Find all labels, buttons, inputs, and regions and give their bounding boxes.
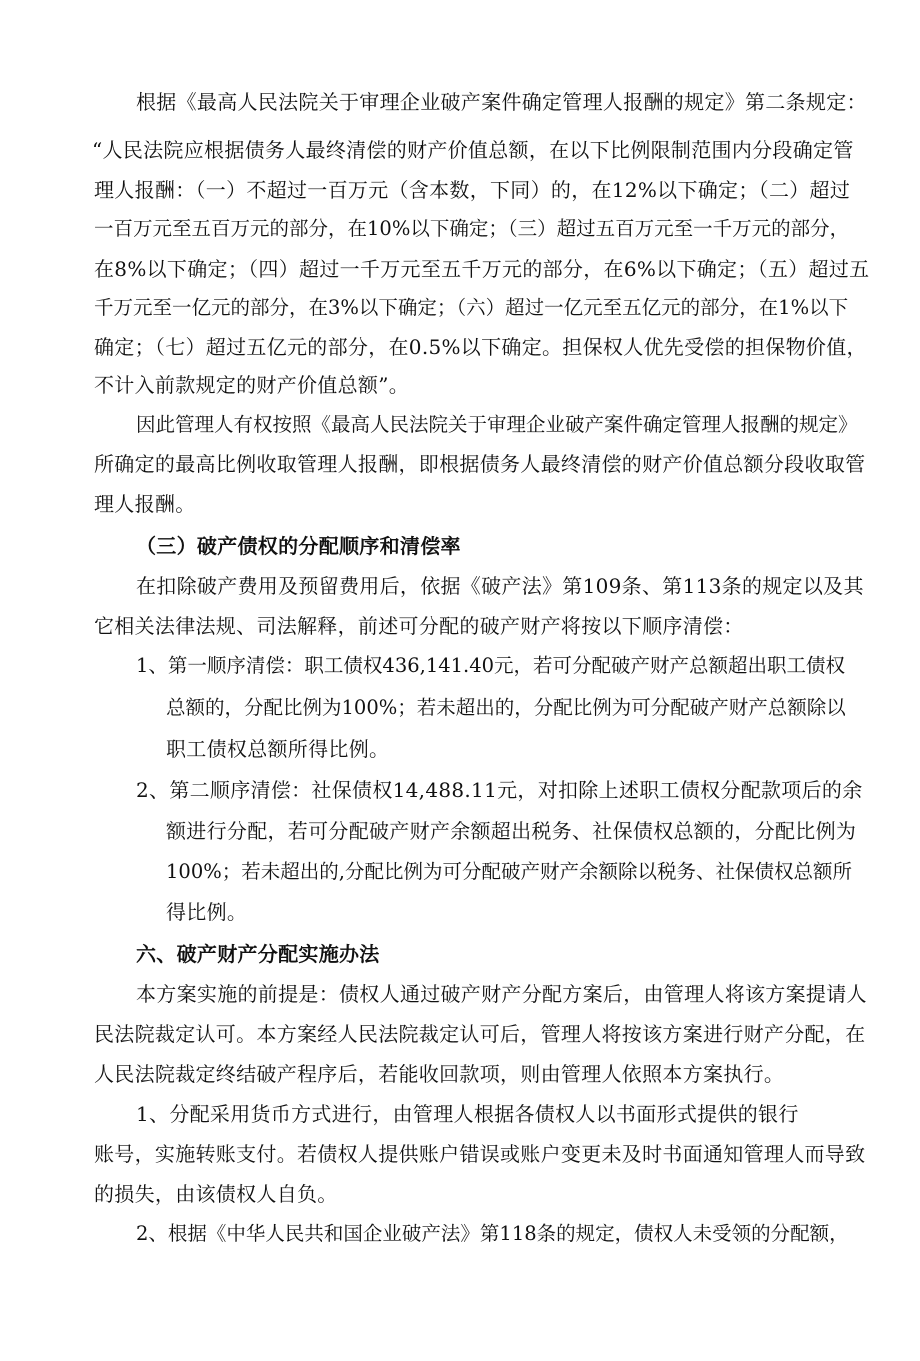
text-line: 在扣除破产费用及预留费用后，依据《破产法》第109条、第113条的规定以及其 <box>136 574 864 598</box>
text-line: 一百万元至五百万元的部分，在10%以下确定；（三）超过五百万元至一千万元的部分， <box>94 217 850 240</box>
text-line: 因此管理人有权按照《最高人民法院关于审理企业破产案件确定管理人报酬的规定》 <box>136 413 858 436</box>
text-line: 的损失，由该债权人自负。 <box>94 1182 338 1206</box>
list-item: 1、第一顺序清偿：职工债权436,141.40元，若可分配破产财产总额超出职工债权 <box>136 654 846 677</box>
text-line: 民法院裁定认可。本方案经人民法院裁定认可后，管理人将按该方案进行财产分配，在 <box>94 1022 866 1046</box>
list-item-continuation: 额进行分配，若可分配破产财产余额超出税务、社保债权总额的，分配比例为 <box>166 819 857 843</box>
text-line: 2、根据《中华人民共和国企业破产法》第118条的规定，债权人未受领的分配额， <box>136 1222 849 1245</box>
section-heading: 六、破产财产分配实施办法 <box>136 942 380 966</box>
text-line: 理人报酬。 <box>94 492 196 516</box>
section-heading: （三）破产债权的分配顺序和清偿率 <box>136 534 461 558</box>
list-item-continuation: 总额的，分配比例为100%；若未超出的，分配比例为可分配破产财产总额除以 <box>166 696 846 719</box>
text-line: 千万元至一亿元的部分，在3%以下确定；（六）超过一亿元至五亿元的部分，在1%以下 <box>94 296 849 319</box>
list-item-continuation: 100%；若未超出的,分配比例为可分配破产财产余额除以税务、社保债权总额所 <box>166 860 852 883</box>
text-line: 不计入前款规定的财产价值总额”。 <box>94 373 410 397</box>
text-line: 确定；（七）超过五亿元的部分，在0.5%以下确定。担保权人优先受偿的担保物价值， <box>94 335 867 359</box>
text-line: 本方案实施的前提是：债权人通过破产财产分配方案后，由管理人将该方案提请人 <box>136 982 867 1006</box>
text-line: 在8%以下确定；（四）超过一千万元至五千万元的部分，在6%以下确定；（五）超过五 <box>94 257 870 281</box>
text-line: 它相关法律法规、司法解释，前述可分配的破产财产将按以下顺序清偿： <box>94 614 744 638</box>
text-line: “人民法院应根据债务人最终清偿的财产价值总额，在以下比例限制范围内分段确定管 <box>92 138 854 162</box>
text-line: 人民法院裁定终结破产程序后，若能收回款项，则由管理人依照本方案执行。 <box>94 1062 785 1086</box>
list-item: 2、第二顺序清偿：社保债权14,488.11元，对扣除上述职工债权分配款项后的余 <box>136 778 863 802</box>
text-line: 根据《最高人民法院关于审理企业破产案件确定管理人报酬的规定》第二条规定： <box>136 90 867 114</box>
text-line: 所确定的最高比例收取管理人报酬，即根据债务人最终清偿的财产价值总额分段收取管 <box>94 452 866 476</box>
list-item-continuation: 得比例。 <box>166 900 248 924</box>
text-line: 账号，实施转账支付。若债权人提供账户错误或账户变更未及时书面通知管理人而导致 <box>94 1142 866 1166</box>
text-line: 理人报酬：（一）不超过一百万元（含本数，下同）的，在12%以下确定；（二）超过 <box>94 178 851 202</box>
list-item-continuation: 职工债权总额所得比例。 <box>166 737 390 761</box>
text-line: 1、分配采用货币方式进行，由管理人根据各债权人以书面形式提供的银行 <box>136 1102 799 1126</box>
